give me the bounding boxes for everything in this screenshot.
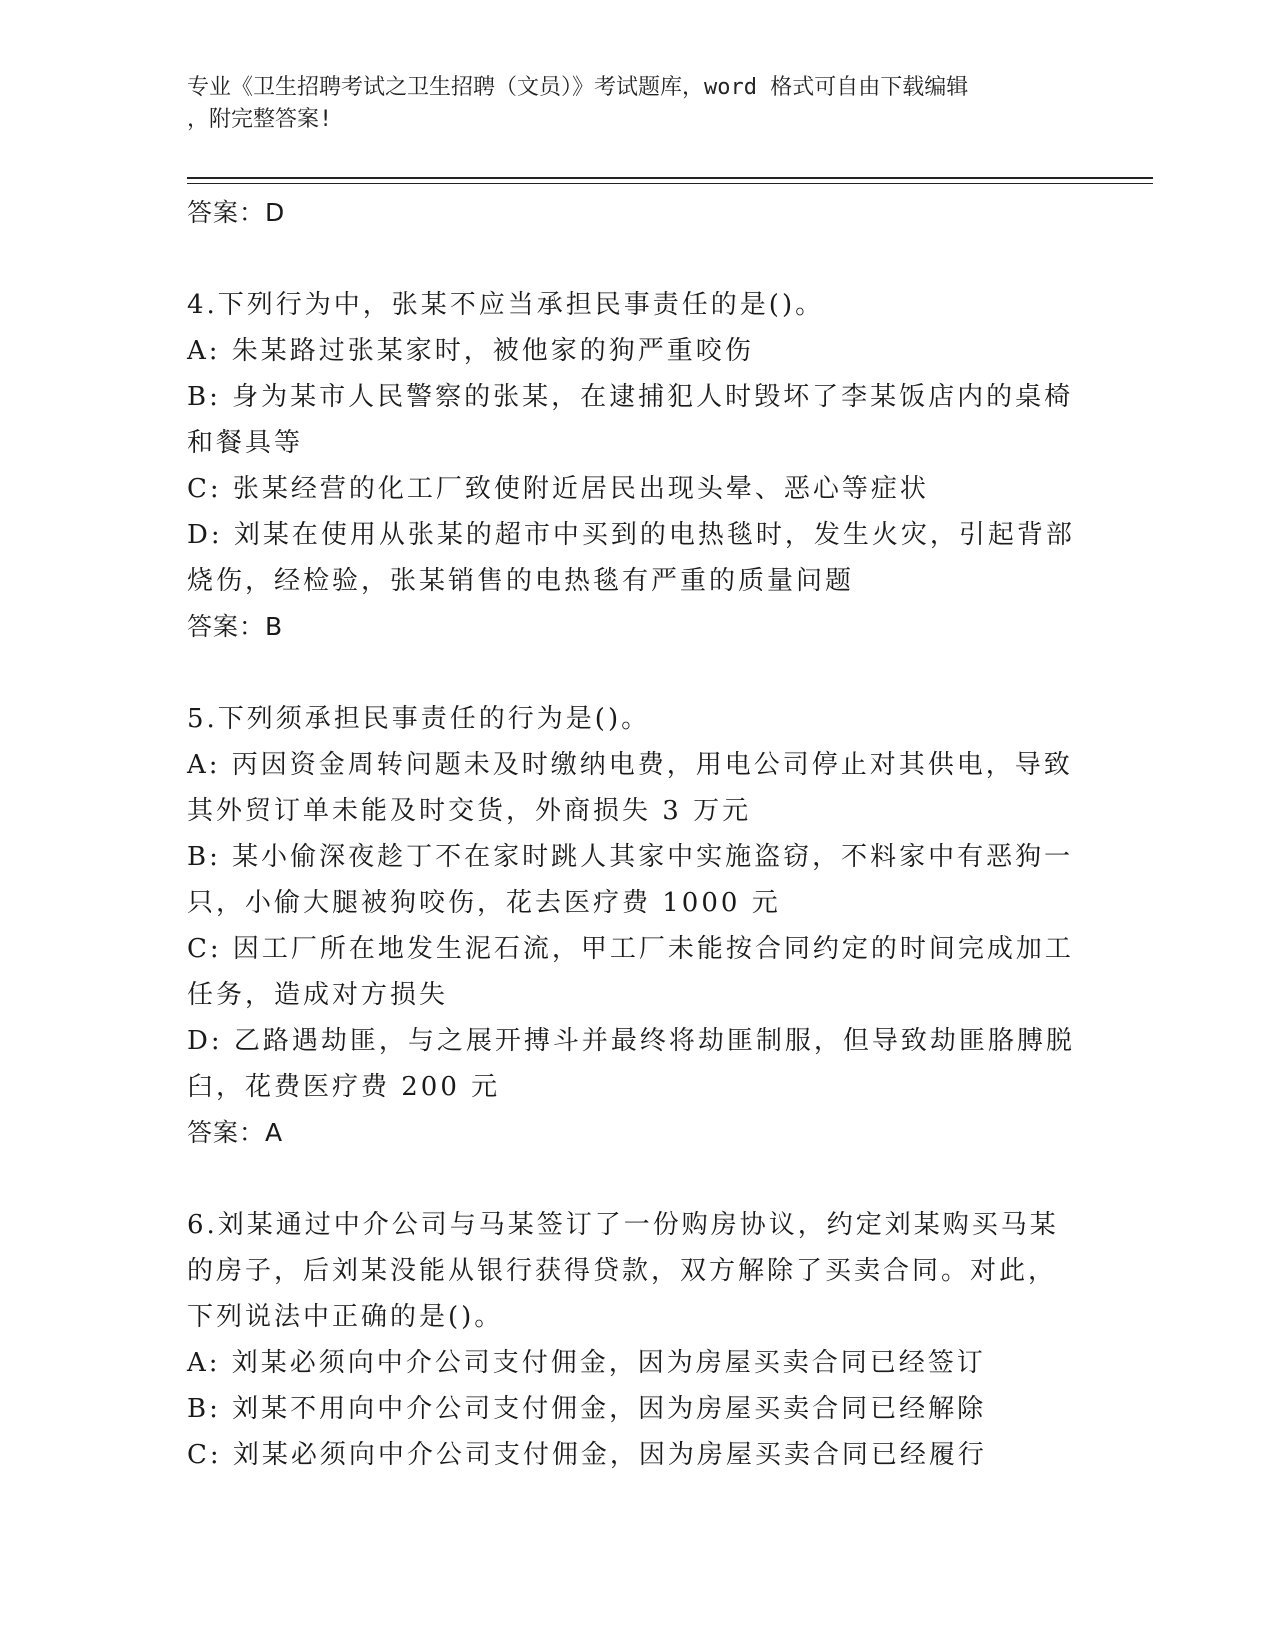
option-text-line: D: 乙路遇劫匪，与之展开搏斗并最终将劫匪制服，但导致劫匪胳膊脱	[187, 1026, 1075, 1056]
page-header	[187, 72, 1067, 136]
answer-line: 答案：B	[187, 612, 284, 641]
option-text-line: B: 身为某市人民警察的张某，在逮捕犯人时毁坏了李某饭店内的桌椅	[187, 382, 1074, 412]
option-text-line: 其外贸订单未能及时交货，外商损失 3 万元	[187, 796, 752, 826]
question-stem: 4.下列行为中，张某不应当承担民事责任的是()。	[187, 290, 825, 320]
option-text-line: B: 某小偷深夜趁丁不在家时跳人其家中实施盗窃，不料家中有恶狗一	[187, 842, 1074, 872]
question-text-line: 6.刘某通过中介公司与马某签订了一份购房协议，约定刘某购买马某	[187, 1210, 1059, 1240]
option-text-line: 臼，花费医疗费 200 元	[187, 1072, 501, 1102]
spacer	[187, 1156, 1107, 1202]
answer-line: 答案：A	[187, 1118, 284, 1147]
header-rule-thick	[187, 177, 1153, 179]
document-body	[187, 190, 1107, 1478]
option-text-line: 只，小偷大腿被狗咬伤，花去医疗费 1000 元	[187, 888, 781, 918]
option-b	[187, 834, 1107, 926]
option-b	[187, 374, 1107, 466]
header-rule-thin	[187, 183, 1153, 184]
option-d	[187, 512, 1107, 604]
question-text-line: 的房子，后刘某没能从银行获得贷款，双方解除了买卖合同。对此，	[187, 1256, 1058, 1286]
option-text-line: D: 刘某在使用从张某的超市中买到的电热毯时，发生火灾，引起背部	[187, 520, 1075, 550]
question-4	[187, 282, 1107, 650]
spacer	[187, 236, 1107, 282]
option-a	[187, 742, 1107, 834]
option-c: C: 刘某必须向中介公司支付佣金，因为房屋买卖合同已经履行	[187, 1440, 987, 1470]
option-d	[187, 1018, 1107, 1110]
question-5	[187, 696, 1107, 1156]
option-c	[187, 926, 1107, 1018]
option-text-line: 任务，造成对方损失	[187, 980, 449, 1010]
option-a: A: 刘某必须向中介公司支付佣金，因为房屋买卖合同已经签订	[187, 1348, 986, 1378]
option-text-line: 和餐具等	[187, 428, 304, 458]
option-b: B: 刘某不用向中介公司支付佣金，因为房屋买卖合同已经解除	[187, 1394, 987, 1424]
answer-block-prev	[187, 190, 1107, 236]
question-text-line: 下列说法中正确的是()。	[187, 1302, 504, 1332]
option-text-line: C: 因工厂所在地发生泥石流，甲工厂未能按合同约定的时间完成加工	[187, 934, 1074, 964]
answer-line: 答案：D	[187, 198, 286, 227]
question-stem: 5.下列须承担民事责任的行为是()。	[187, 704, 651, 734]
option-text-line: A: 丙因资金周转问题未及时缴纳电费，用电公司停止对其供电，导致	[187, 750, 1073, 780]
option-text-line: 烧伤，经检验，张某销售的电热毯有严重的质量问题	[187, 566, 855, 596]
question-stem	[187, 1202, 1107, 1340]
question-6	[187, 1202, 1107, 1478]
option-c: C: 张某经营的化工厂致使附近居民出现头晕、恶心等症状	[187, 474, 929, 504]
header-line-2: ，附完整答案!	[187, 107, 333, 132]
option-a: A: 朱某路过张某家时，被他家的狗严重咬伤	[187, 336, 754, 366]
spacer	[187, 650, 1107, 696]
header-line-1: 专业《卫生招聘考试之卫生招聘（文员）》考试题库，word 格式可自由下载编辑	[187, 75, 969, 100]
